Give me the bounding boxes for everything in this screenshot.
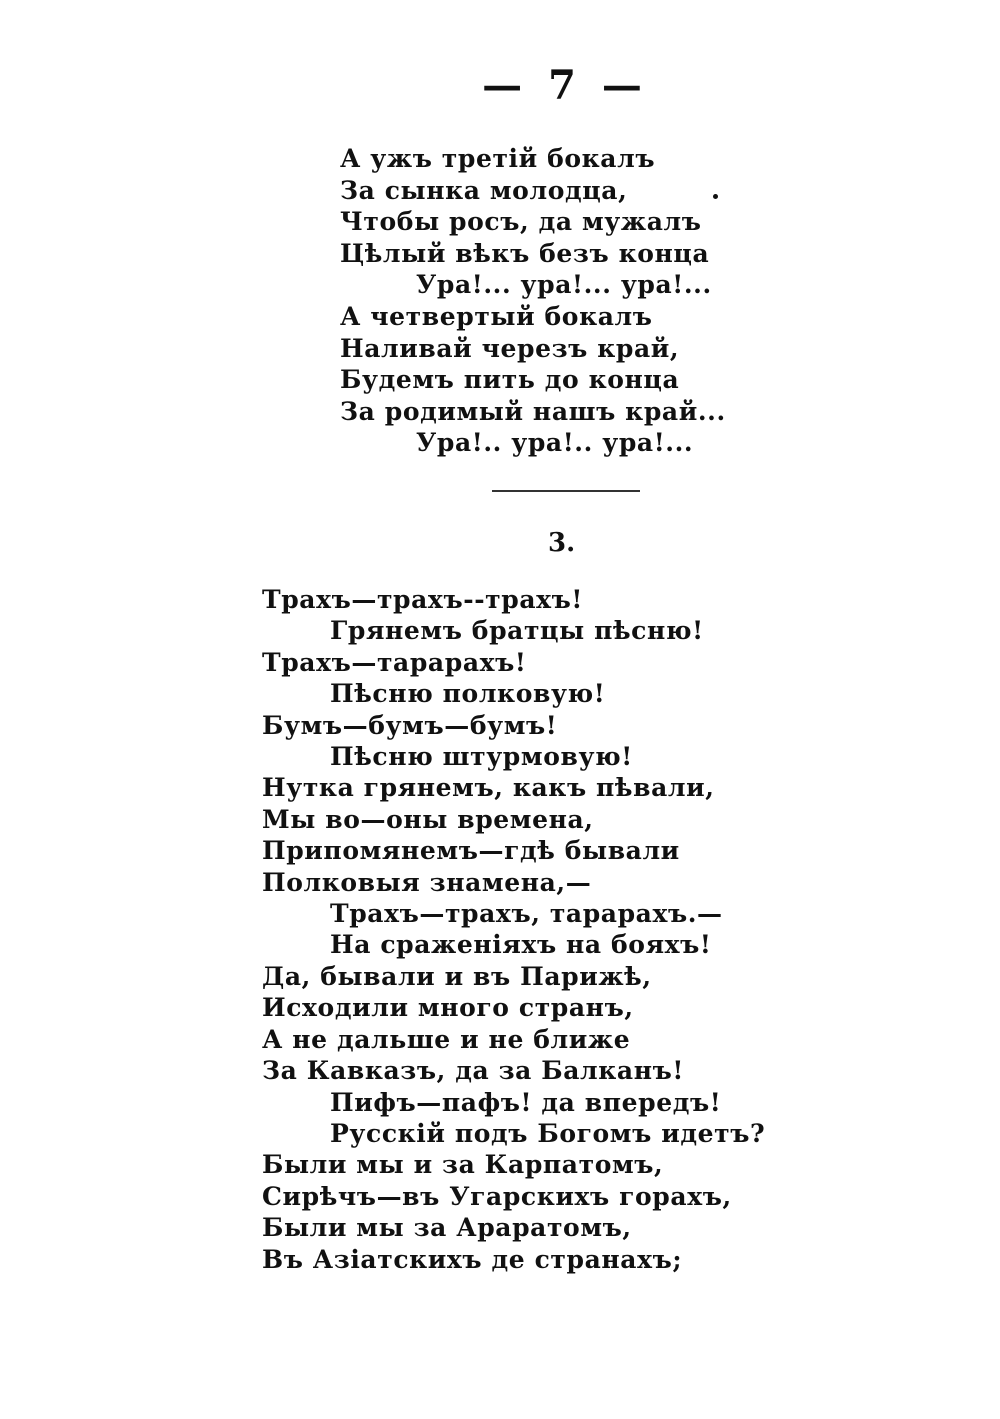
poem-line: Цѣлый вѣкъ безъ конца [340,238,710,268]
poem-line: Исходили много странъ, [262,993,634,1023]
poem-line: А четвертый бокалъ [340,301,653,331]
poem-section-3 [262,584,765,1275]
poem-line: Были мы за Араратомъ, [262,1213,632,1243]
poem-line: Были мы и за Карпатомъ, [262,1150,664,1180]
poem-line: Чтобы росъ, да мужалъ [340,207,702,237]
poem-line: Полковыя знамена,— [262,867,592,897]
poem-line: Трахъ—тарарахъ! [262,647,527,677]
poem-line: За сынка молодца, [340,175,628,205]
poem-line: За Кавказъ, да за Балканъ! [262,1056,684,1086]
poem-line: Ура!... ура!... ура!... [416,270,712,300]
stray-dot [713,194,718,199]
poem-line: Пѣсню штурмовую! [330,742,633,772]
poem-line: Мы во—оны времена, [262,804,594,834]
stanza-continued [340,143,726,459]
poem-line: Пѣсню полковую! [330,679,606,709]
poem-line: Трахъ—трахъ, тарарахъ.— [330,899,723,929]
poem-line: Ура!.. ура!.. ура!... [416,428,694,458]
poem-line: Нутка грянемъ, какъ пѣвали, [262,773,715,803]
section-number: 3. [548,528,576,558]
poem-line: Припомянемъ—гдѣ бывали [262,836,680,866]
poem-line: Сирѣчъ—въ Угарскихъ горахъ, [262,1181,732,1211]
poem-line: А ужъ третій бокалъ [340,144,656,173]
poem-line: За родимый нашъ край... [340,396,726,426]
poem-line: Бумъ—бумъ—бумъ! [262,710,558,740]
poem-line: Будемъ пить до конца [340,365,680,395]
poem-line: Наливай черезъ край, [340,333,680,363]
poem-line: А не дальше и не ближе [262,1024,631,1054]
page-number: — 7 — [482,62,648,109]
poem-line: Въ Азіатскихъ де странахъ; [262,1244,683,1274]
poem-line: Да, бывали и въ Парижѣ, [262,961,652,991]
poem-line: Трахъ—трахъ--трахъ! [262,585,583,614]
poem-line: Грянемъ братцы пѣсню! [330,616,704,646]
poem-line: На сраженіяхъ на бояхъ! [330,930,712,960]
poem-line: Русскій подъ Богомъ идетъ? [330,1118,766,1148]
poem-line: Пифъ—пафъ! да впередъ! [330,1087,722,1117]
section-divider [492,490,640,492]
